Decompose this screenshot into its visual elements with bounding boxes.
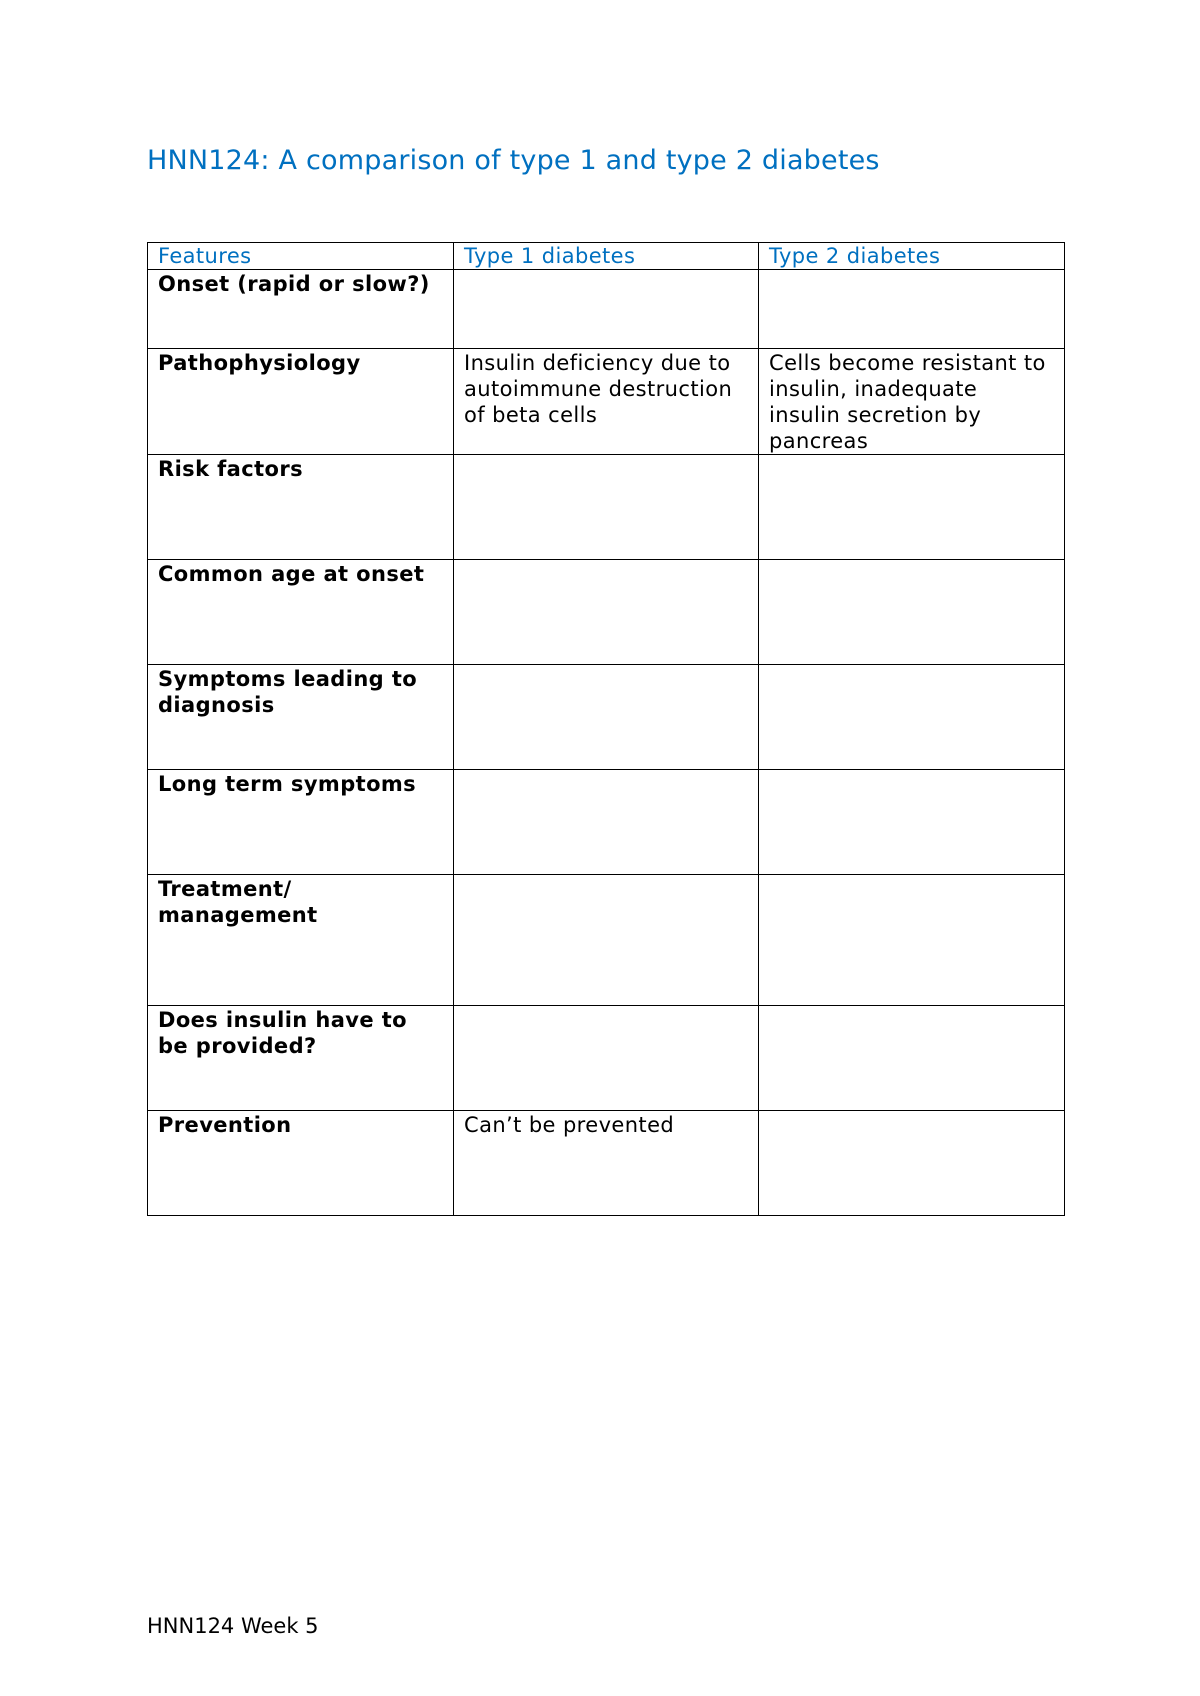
type2-cell	[759, 770, 1065, 875]
feature-cell: Common age at onset	[148, 560, 454, 665]
document-title: HNN124: A comparison of type 1 and type 2 diabetes	[147, 145, 880, 176]
type1-cell: Can’t be prevented	[454, 1111, 759, 1216]
header-type1: Type 1 diabetes	[454, 243, 759, 270]
table-row	[148, 1006, 1065, 1111]
type2-cell	[759, 455, 1065, 560]
feature-cell: Onset (rapid or slow?)	[148, 270, 454, 349]
table-row	[148, 455, 1065, 560]
feature-cell: Symptoms leading to diagnosis	[148, 665, 454, 770]
type1-cell	[454, 665, 759, 770]
type2-cell: Cells become resistant to insulin, inadequate insulin secretion by pancreas	[759, 349, 1065, 455]
page-footer: HNN124 Week 5	[147, 1614, 319, 1638]
type1-cell: Insulin deficiency due to autoimmune destruction of beta cells	[454, 349, 759, 455]
table-row	[148, 270, 1065, 349]
table-row	[148, 665, 1065, 770]
type2-cell	[759, 270, 1065, 349]
feature-cell: Risk factors	[148, 455, 454, 560]
feature-cell: Long term symptoms	[148, 770, 454, 875]
table-row	[148, 560, 1065, 665]
type2-cell	[759, 1006, 1065, 1111]
type1-cell	[454, 1006, 759, 1111]
header-features: Features	[148, 243, 454, 270]
table-row	[148, 1111, 1065, 1216]
type1-cell	[454, 270, 759, 349]
comparison-table	[147, 242, 1065, 1216]
header-type2: Type 2 diabetes	[759, 243, 1065, 270]
type2-cell	[759, 665, 1065, 770]
type1-cell	[454, 455, 759, 560]
type2-cell	[759, 875, 1065, 1006]
table-row	[148, 349, 1065, 455]
feature-cell: Does insulin have to be provided?	[148, 1006, 454, 1111]
type1-cell	[454, 560, 759, 665]
feature-cell: Treatment/ management	[148, 875, 454, 1006]
type2-cell	[759, 1111, 1065, 1216]
type2-cell	[759, 560, 1065, 665]
table-row	[148, 875, 1065, 1006]
table-header-row	[148, 243, 1065, 270]
type1-cell	[454, 770, 759, 875]
feature-cell: Pathophysiology	[148, 349, 454, 455]
feature-cell: Prevention	[148, 1111, 454, 1216]
type1-cell	[454, 875, 759, 1006]
table-row	[148, 770, 1065, 875]
